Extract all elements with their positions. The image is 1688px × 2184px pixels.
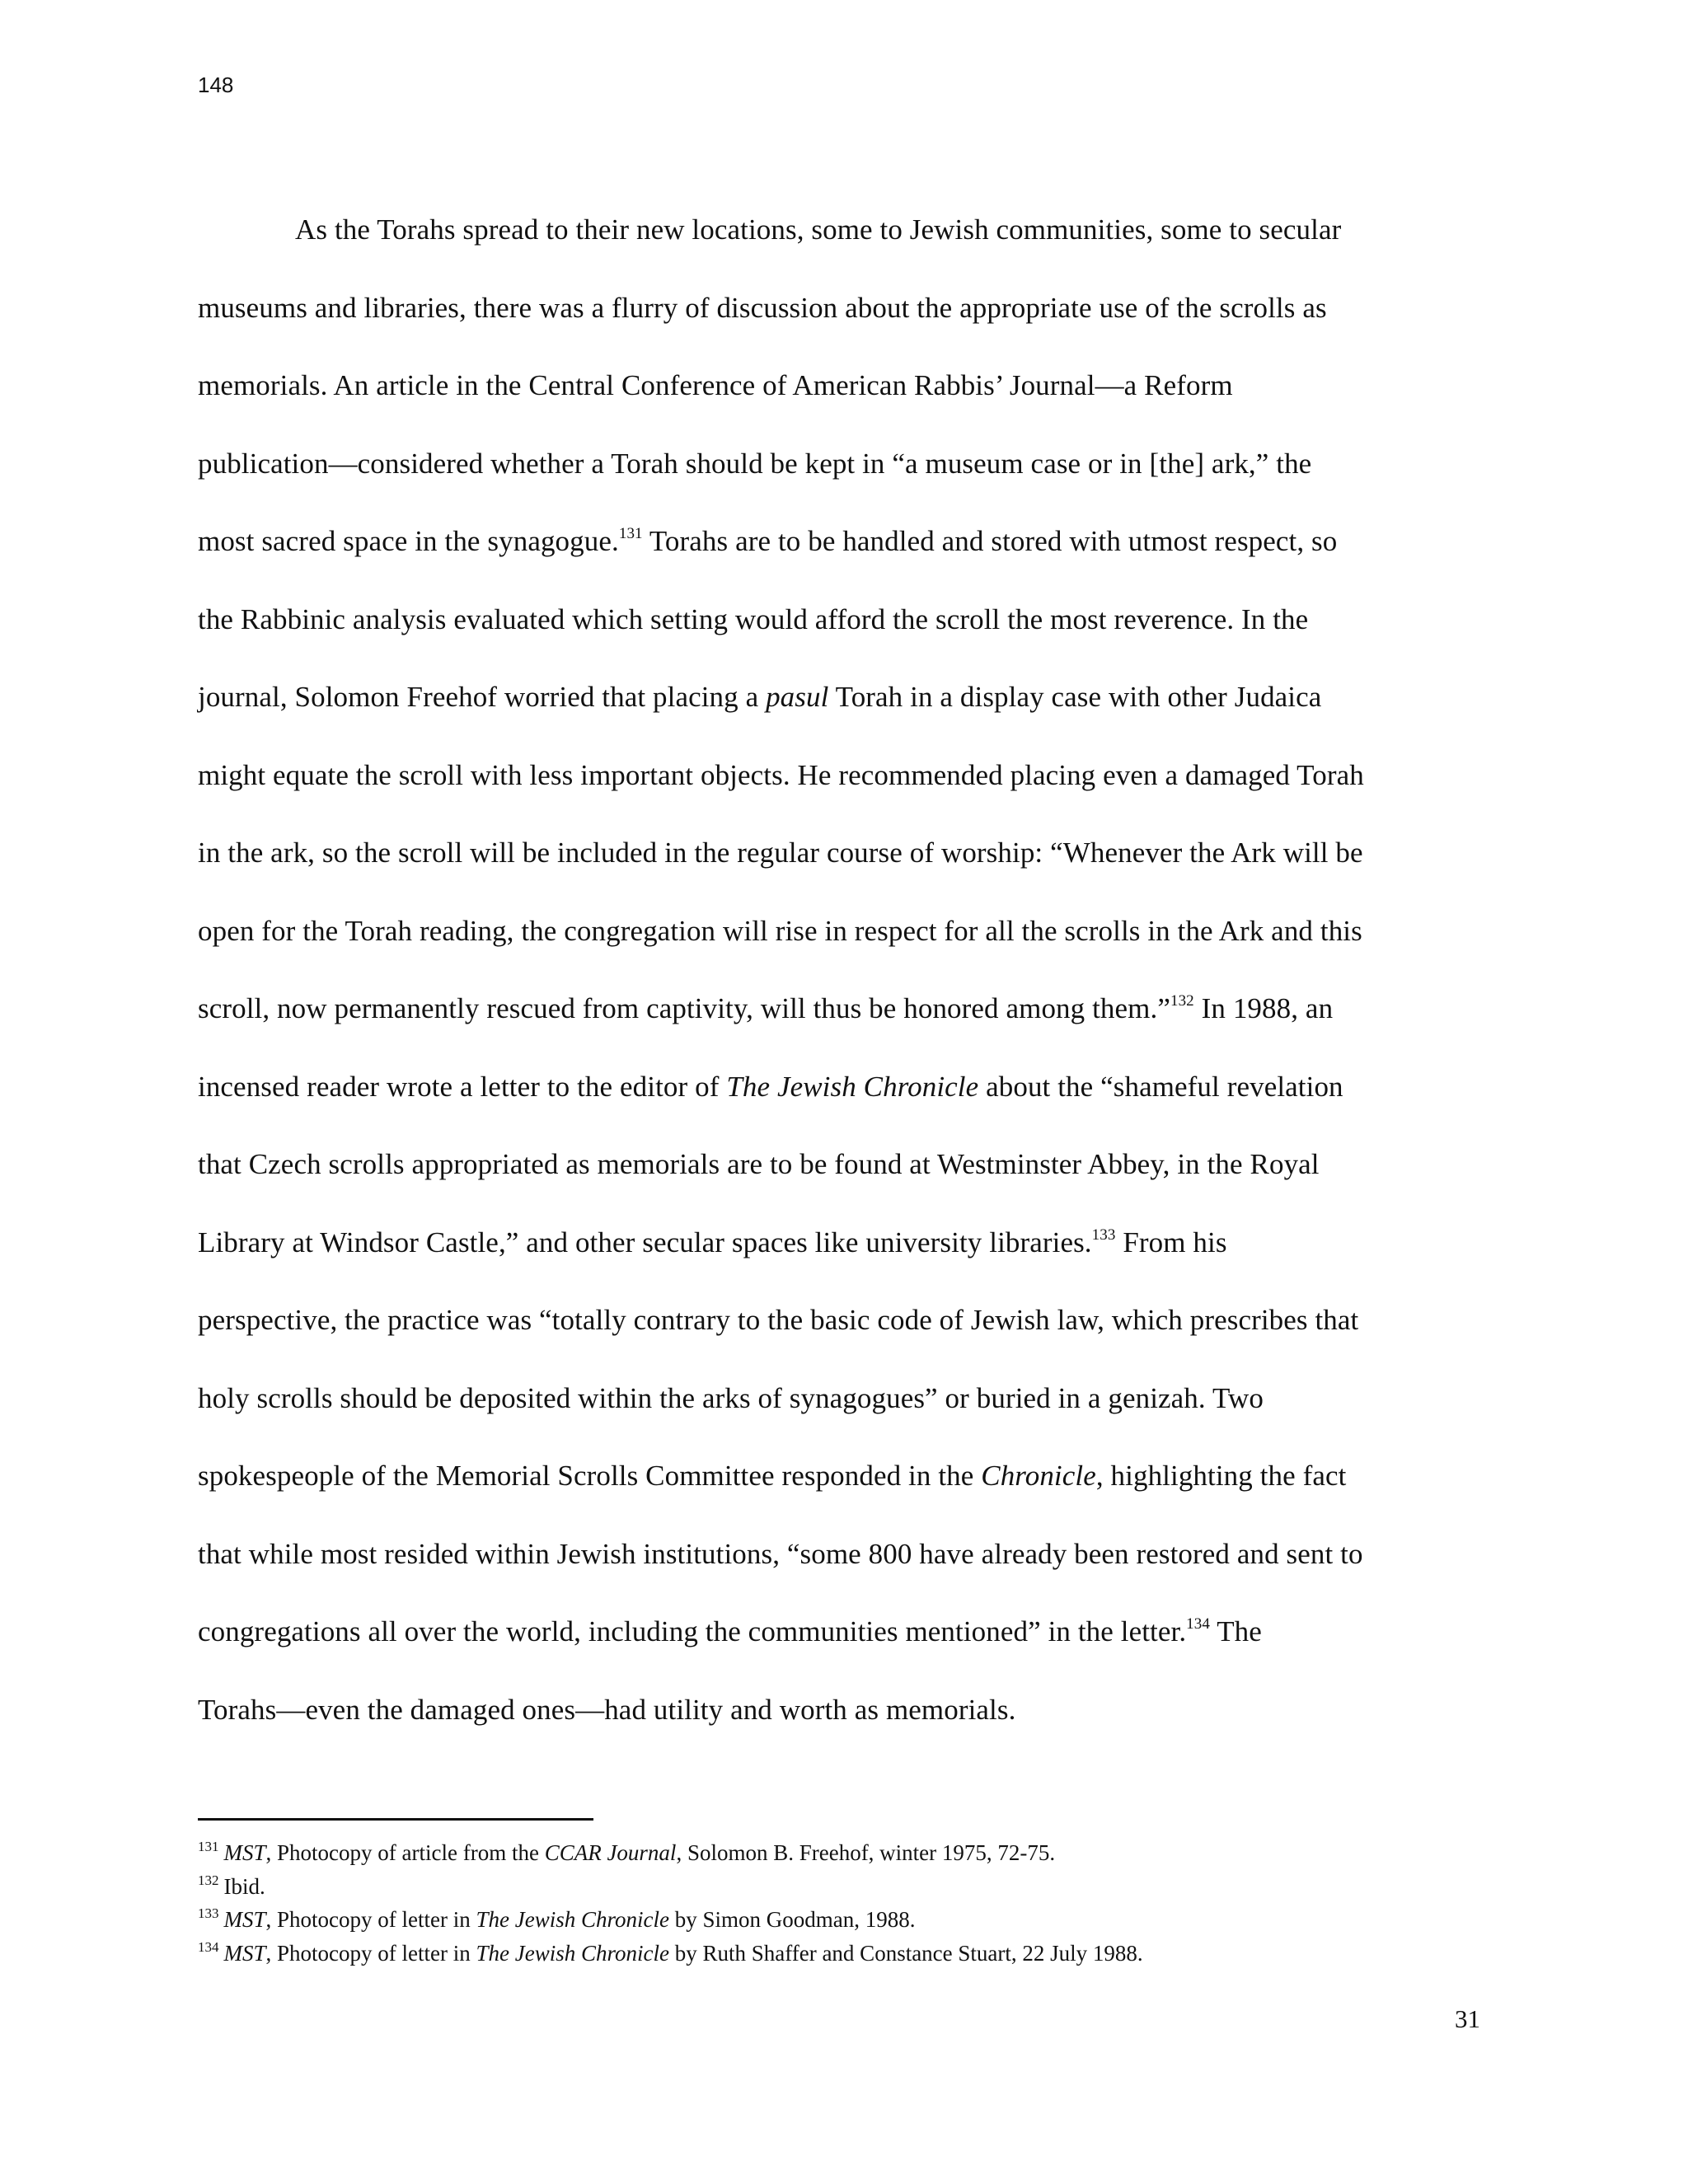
paragraph-line — [198, 737, 1484, 815]
footnote-italic: The Jewish Chronicle — [476, 1907, 669, 1932]
footnote-text: , Photocopy of letter in — [265, 1940, 476, 1966]
footnote-italic: MST — [223, 1840, 266, 1865]
footnote-text: by Ruth Shaffer and Constance Stuart, 22 July 1988. — [668, 1940, 1143, 1966]
footnote-reference[interactable]: 134 — [1186, 1615, 1210, 1633]
footnote-text: Ibid. — [223, 1873, 265, 1899]
line-text: that Czech scrolls appropriated as memorials are to be found at Westminster Abbey, in the Royal — [198, 1148, 1320, 1180]
paragraph-line — [198, 893, 1484, 971]
paragraph-line — [198, 1360, 1484, 1438]
line-text: open for the Torah reading, the congregation will rise in respect for all the scrolls in the Ark and this — [198, 914, 1362, 947]
page-number: 31 — [1455, 2004, 1480, 2033]
line-text: Torahs are to be handled and stored with utmost respect, so — [642, 525, 1338, 557]
line-text: scroll, now permanently rescued from captivity, will thus be honored among them.” — [198, 992, 1170, 1024]
line-text: incensed reader wrote a letter to the editor of — [198, 1070, 727, 1103]
line-text: might equate the scroll with less important objects. He recommended placing even a damaged Torah — [198, 758, 1364, 791]
footnote-italic: MST — [223, 1940, 266, 1966]
footnote-number: 134 — [198, 1938, 219, 1955]
line-text: From his — [1115, 1226, 1227, 1258]
line-text: Torah in a display case with other Judaica — [828, 681, 1322, 713]
page-stamp-number: 148 — [198, 73, 234, 97]
line-text: the Rabbinic analysis evaluated which setting would afford the scroll the most reverence. In the — [198, 602, 1309, 635]
footnote-text: , Photocopy of letter in — [265, 1907, 476, 1932]
footnote-separator — [198, 1818, 593, 1821]
footnote-text: by Simon Goodman, 1988. — [668, 1907, 916, 1932]
paragraph-line — [198, 970, 1484, 1048]
paragraph-line — [198, 1204, 1484, 1282]
footnote-reference[interactable]: 133 — [1091, 1226, 1116, 1244]
line-text: museums and libraries, there was a flurry of discussion about the appropriate use of the scrolls as — [198, 291, 1327, 324]
paragraph-line — [198, 1593, 1484, 1671]
footnote-italic: The Jewish Chronicle — [476, 1940, 669, 1966]
paragraph-line — [198, 814, 1484, 893]
line-text: , highlighting the fact — [1095, 1460, 1347, 1492]
line-text: that while most resided within Jewish institutions, “some 800 have already been restored and sent to — [198, 1537, 1363, 1570]
line-text: publication—considered whether a Torah should be kept in “a museum case or in [the] ark,” the — [198, 447, 1312, 480]
italic-term: pasul — [766, 681, 829, 713]
line-text: perspective, the practice was “totally contrary to the basic code of Jewish law, which prescribes that — [198, 1304, 1359, 1336]
footnote-text: , Photocopy of article from the — [265, 1840, 545, 1865]
paragraph-line — [198, 269, 1484, 348]
footnote-132 — [198, 1870, 1484, 1904]
line-text: holy scrolls should be deposited within the arks of synagogues” or buried in a genizah. Two — [198, 1381, 1264, 1414]
line-text: about the “shameful revelation — [978, 1070, 1343, 1103]
footnote-number: 133 — [198, 1905, 219, 1921]
paragraph-line — [198, 658, 1484, 737]
footnote-reference[interactable]: 131 — [618, 525, 643, 542]
paragraph-line — [198, 1048, 1484, 1127]
footnote-number: 131 — [198, 1839, 219, 1854]
paragraph-line — [198, 191, 1484, 269]
line-text: memorials. An article in the Central Conference of American Rabbis’ Journal—a Reform — [198, 369, 1233, 401]
line-text: In 1988, an — [1193, 992, 1334, 1024]
line-text: Torahs—even the damaged ones—had utility and worth as memorials. — [198, 1693, 1016, 1726]
footnote-133 — [198, 1903, 1484, 1937]
paragraph-line — [198, 1126, 1484, 1204]
line-text: Library at Windsor Castle,” and other secular spaces like university libraries. — [198, 1226, 1092, 1258]
footnote-text: , Solomon B. Freehof, winter 1975, 72-75. — [676, 1840, 1056, 1865]
footnotes-section — [198, 1836, 1484, 1970]
line-text: journal, Solomon Freehof worried that placing a — [198, 681, 767, 713]
line-text: most sacred space in the synagogue. — [198, 525, 619, 557]
paragraph-line — [198, 581, 1484, 659]
italic-title: The Jewish Chronicle — [726, 1070, 979, 1103]
footnote-italic: CCAR Journal — [544, 1840, 677, 1865]
footnote-131 — [198, 1836, 1484, 1870]
body-paragraph — [198, 191, 1484, 1749]
line-text: in the ark, so the scroll will be included in the regular course of worship: “Whenever the Ark will be — [198, 837, 1363, 869]
line-text: congregations all over the world, including the communities mentioned” in the letter. — [198, 1615, 1187, 1647]
paragraph-line — [198, 1671, 1484, 1750]
footnote-reference[interactable]: 132 — [1170, 992, 1194, 1010]
italic-title: Chronicle — [981, 1460, 1096, 1492]
paragraph-line — [198, 1516, 1484, 1594]
paragraph-line — [198, 1282, 1484, 1360]
footnote-italic: MST — [223, 1907, 266, 1932]
line-text: The — [1209, 1615, 1262, 1647]
footnote-number: 132 — [198, 1872, 219, 1888]
paragraph-line — [198, 425, 1484, 504]
line-text: spokespeople of the Memorial Scrolls Committee responded in the — [198, 1460, 982, 1492]
line-text: As the Torahs spread to their new locations, some to Jewish communities, some to secular — [295, 213, 1342, 246]
paragraph-line — [198, 503, 1484, 581]
paragraph-line — [198, 1437, 1484, 1516]
footnote-134 — [198, 1937, 1484, 1971]
paragraph-line — [198, 347, 1484, 425]
